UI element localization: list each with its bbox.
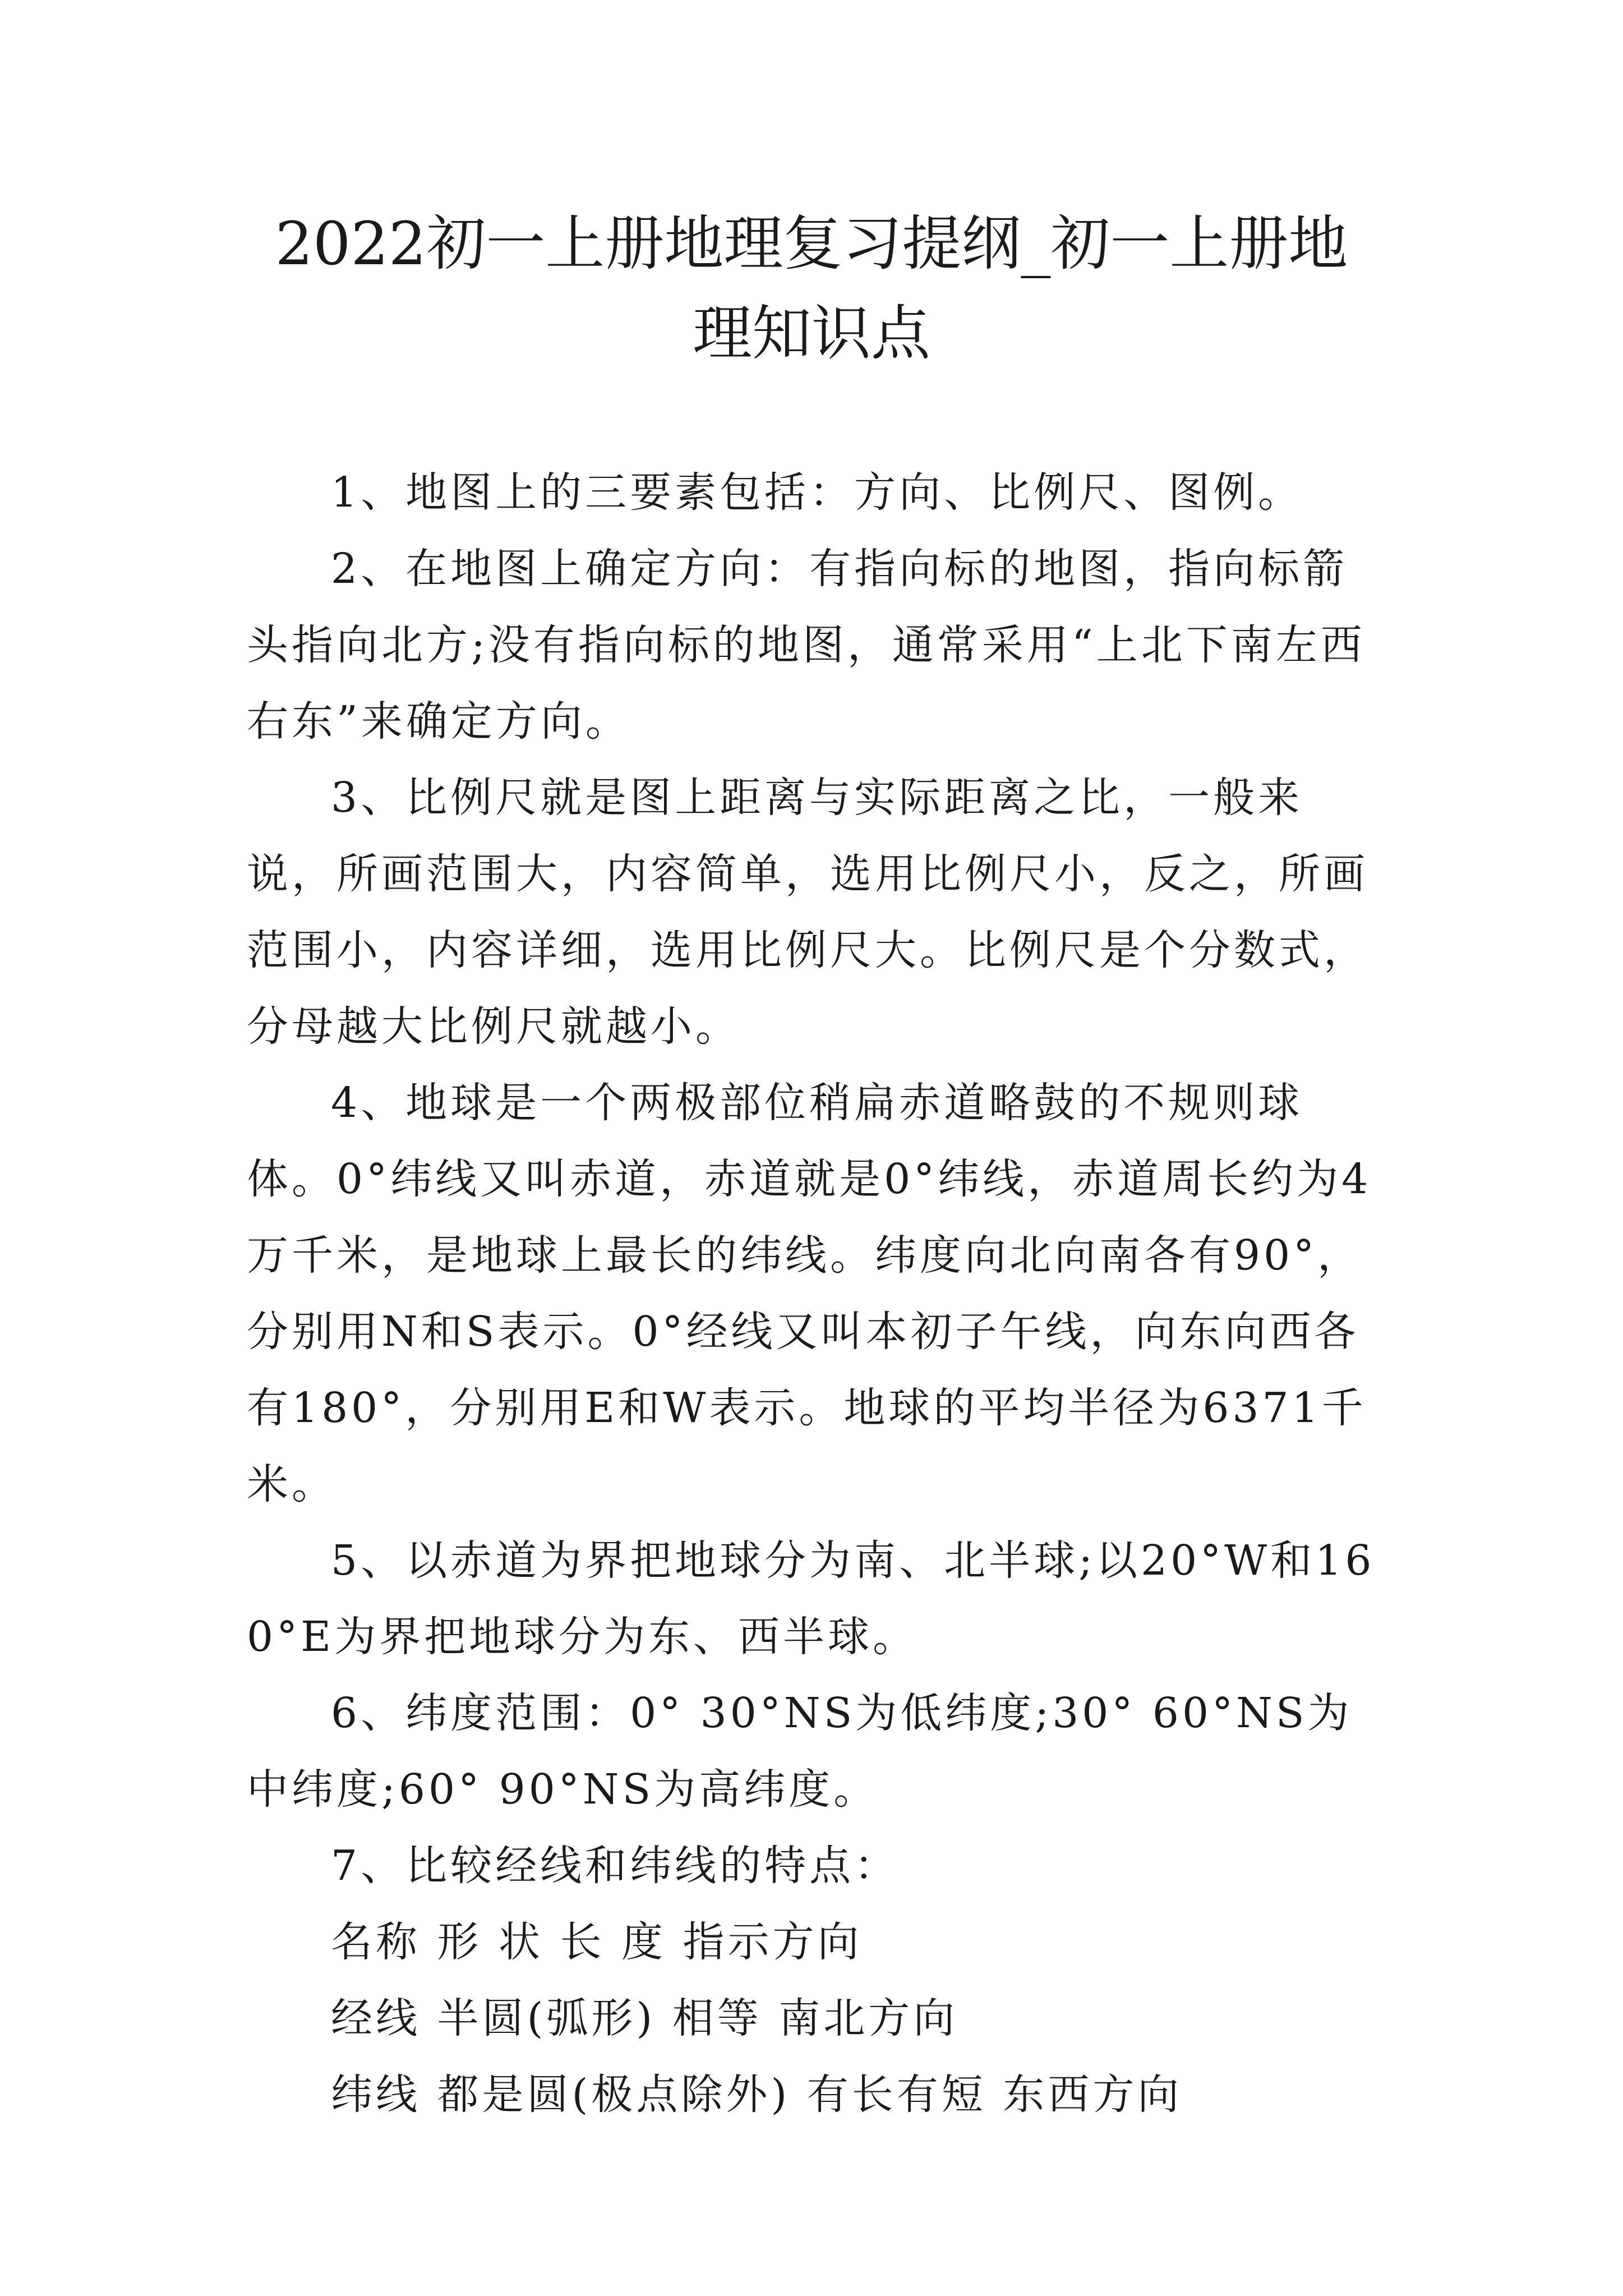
paragraph-4: 4、地球是一个两极部位稍扁赤道略鼓的不规则球体。0°纬线又叫赤道，赤道就是0°纬线，赤道周长约为4万千米，是地球上最长的纬线。纬度向北向南各有90°，分别用N和S表示。0°经线又叫本初子午线，向东向西各有180°，分别用E和W表示。地球的平均半径为6371千米。 [247,1079,1372,1508]
paragraph-1: 1、地图上的三要素包括：方向、比例尺、图例。 [331,468,1303,517]
paragraph-2: 2、在地图上确定方向：有指向标的地图，指向标箭头指向北方;没有指向标的地图，通常采用“上北下南左西右东”来确定方向。 [247,545,1366,746]
table-row-longitude: 经线 半圆(弧形) 相等 南北方向 [331,1994,958,2042]
comparison-table [247,1904,1385,2133]
paragraph-3: 3、比例尺就是图上距离与实际距离之比，一般来说，所画范围大，内容简单，选用比例尺小，反之，所画范围小，内容详细，选用比例尺大。比例尺是个分数式，分母越大比例尺就越小。 [247,774,1368,1051]
document-body [247,454,1385,2133]
paragraph-6: 6、纬度范围：0° 30°NS为低纬度;30° 60°NS为中纬度;60° 90°NS为高纬度。 [247,1689,1353,1814]
table-header-row: 名称 形 状 长 度 指示方向 [331,1918,863,1966]
table-row-latitude: 纬线 都是圆(极点除外) 有长有短 东西方向 [331,2070,1183,2119]
paragraph-7: 7、比较经线和纬线的特点： [331,1842,900,1890]
paragraph-5: 5、以赤道为界把地球分为南、北半球;以20°W和160°E为界把地球分为东、西半球。 [247,1536,1375,1661]
document-title: 2022初一上册地理复习提纲_初一上册地理知识点 [275,209,1348,368]
